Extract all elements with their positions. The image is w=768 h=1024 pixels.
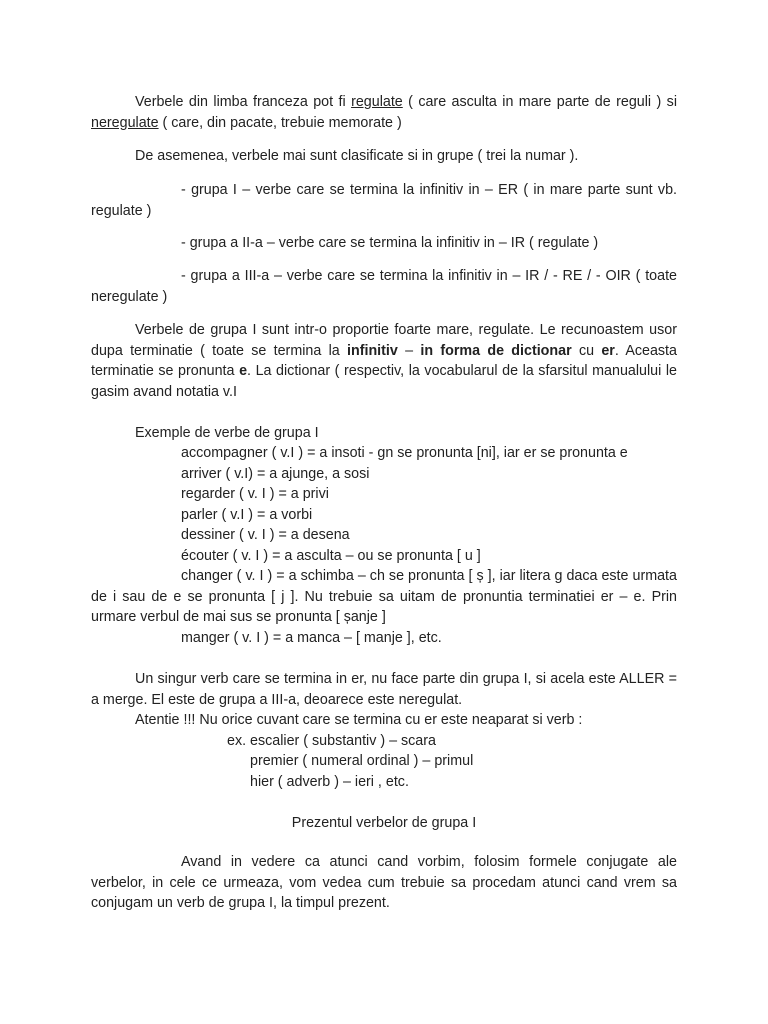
example-dessiner: dessiner ( v. I ) = a desena — [181, 527, 350, 543]
example-arriver: arriver ( v.I) = a ajunge, a sosi — [181, 466, 370, 482]
example-regarder: regarder ( v. I ) = a privi — [181, 486, 329, 502]
example-changer: changer ( v. I ) = a schimba – ch se pronunta [ ș ], iar litera g daca este urmata de i sau de e se pronunta [ j ]. Nu trebuie sa uitam de pronuntia terminatiei er – e. Prin urmare verbul de mai sus se pronunta [ șanje ] — [91, 568, 677, 625]
example-manger: manger ( v. I ) = a manca – [ manje ], etc. — [181, 630, 442, 646]
example-escalier: ex. escalier ( substantiv ) – scara — [227, 733, 436, 749]
example-hier: hier ( adverb ) – ieri , etc. — [250, 774, 409, 790]
intro-text-b: ( care asculta in mare parte de reguli ) si — [402, 94, 677, 110]
groups-intro: De asemenea, verbele mai sunt clasificate si in grupe ( trei la numar ). — [135, 148, 579, 164]
term-regulate: regulate — [351, 94, 403, 110]
bold-e: e — [239, 363, 248, 379]
example-accompagner: accompagner ( v.I ) = a insoti - gn se pronunta [ni], iar er se pronunta e — [181, 445, 628, 461]
bold-forma-de-dictionar: in forma de dictionar — [420, 342, 572, 359]
group-2-item: - grupa a II-a – verbe care se termina la infinitiv in – IR ( regulate ) — [181, 235, 599, 251]
group-1-paragraph — [91, 320, 677, 402]
term-neregulate: neregulate — [91, 114, 159, 131]
aller-paragraph: Un singur verb care se termina in er, nu face parte din grupa I, si acela este ALLER = a merge. El este de grupa a III-a, deoarece este neregulat. — [91, 671, 677, 708]
examples-title: Exemple de verbe de grupa I — [135, 425, 319, 441]
example-parler: parler ( v.I ) = a vorbi — [181, 507, 313, 523]
text: cu — [571, 342, 602, 359]
atentie-line: Atentie !!! Nu orice cuvant care se termina cu er este neaparat si verb : — [135, 712, 583, 728]
section-title: Prezentul verbelor de grupa I — [291, 815, 477, 831]
group-1-item: - grupa I – verbe care se termina la infinitiv in – ER ( in mare parte sunt vb. regulate ) — [91, 182, 677, 219]
final-paragraph: Avand in vedere ca atunci cand vorbim, folosim formele conjugate ale verbelor, in cele ce urmeaza, vom vedea cum trebuie sa procedam atunci cand vrem sa conjugam un verb de grupa I, la timpul prezent. — [91, 854, 677, 911]
bold-er: er — [601, 342, 615, 359]
example-ecouter: écouter ( v. I ) = a asculta – ou se pronunta [ u ] — [181, 548, 481, 564]
bold-infinitiv: infinitiv — [347, 342, 398, 359]
intro-paragraph — [91, 92, 677, 133]
intro-text-a: Verbele din limba franceza pot fi — [135, 94, 352, 110]
example-premier: premier ( numeral ordinal ) – primul — [250, 753, 474, 769]
intro-text-c: ( care, din pacate, trebuie memorate ) — [158, 114, 402, 131]
text: Verbele de grupa I sunt intr-o proportie foarte mare, regulate. Le recunoastem usor dupa terminatie ( toate se termina la — [91, 322, 677, 359]
group-3-item: - grupa a III-a – verbe care se termina la infinitiv in – IR / - RE / - OIR ( toate neregulate ) — [91, 268, 677, 305]
text: . Aceasta terminatie se pronunta — [91, 342, 677, 379]
text: – — [397, 342, 421, 359]
text: . La dictionar ( respectiv, la vocabularul de la sfarsitul manualului le gasim avand notatia v.I — [91, 363, 678, 400]
